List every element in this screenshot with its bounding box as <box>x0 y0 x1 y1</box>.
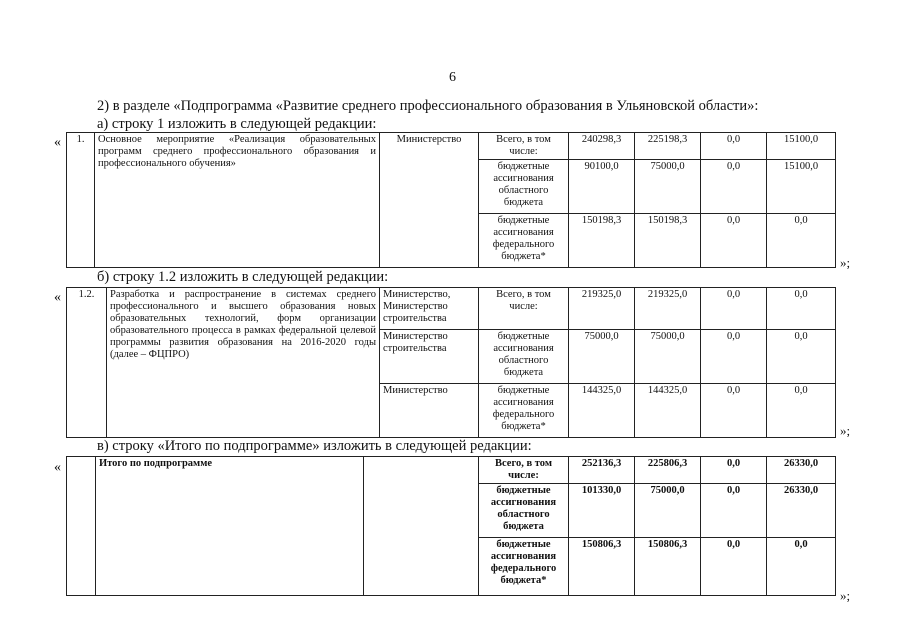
row-number: 1. <box>67 133 95 268</box>
total-value: 75000,0 <box>569 330 635 384</box>
year-value: 0,0 <box>701 384 767 438</box>
table-row-total <box>66 456 836 596</box>
year-value: 0,0 <box>767 288 836 330</box>
section-a-intro: а) строку 1 изложить в следующей редакции: <box>97 116 377 132</box>
year-value: 26330,0 <box>767 457 836 484</box>
page-number: 6 <box>449 70 456 85</box>
year-value: 75000,0 <box>635 160 701 214</box>
table-row-1 <box>66 132 836 268</box>
section-c-intro: в) строку «Итого по подпрограмме» изложить в следующей редакции: <box>97 438 532 454</box>
year-value: 150806,3 <box>635 538 701 596</box>
year-value: 0,0 <box>767 384 836 438</box>
total-value: 101330,0 <box>569 484 635 538</box>
total-value: 90100,0 <box>569 160 635 214</box>
table-row-1-2 <box>66 287 836 438</box>
executor: Министерство, Министерство строительства <box>380 288 479 330</box>
year-value: 75000,0 <box>635 330 701 384</box>
open-quote-c: « <box>54 460 61 475</box>
measure-name: Основное мероприятие «Реализация образовательных программ среднего профессионального образования и профессионального обучения» <box>95 133 380 268</box>
funding-source: бюджетные ассигнования федерального бюджета* <box>479 384 569 438</box>
year-value: 15100,0 <box>767 133 836 160</box>
measure-name: Разработка и распространение в системах среднего профессионального и высшего образования новых образовательных технологий, форм организации образовательного процесса в рамках федеральной целевой программы развития образования на 2016-2020 годы (далее – ФЦПРО) <box>107 288 380 438</box>
year-value: 26330,0 <box>767 484 836 538</box>
year-value: 75000,0 <box>635 484 701 538</box>
funding-source: бюджетные ассигнования областного бюджета <box>479 160 569 214</box>
year-value: 150198,3 <box>635 214 701 268</box>
year-value: 0,0 <box>701 288 767 330</box>
total-value: 219325,0 <box>569 288 635 330</box>
funding-source: Всего, в том числе: <box>479 457 569 484</box>
row-number: 1.2. <box>67 288 107 438</box>
year-value: 0,0 <box>701 457 767 484</box>
funding-source: Всего, в том числе: <box>479 288 569 330</box>
measure-name: Итого по подпрограмме <box>96 457 364 596</box>
funding-source: бюджетные ассигнования областного бюджета <box>479 330 569 384</box>
amendment-heading: 2) в разделе «Подпрограмма «Развитие среднего профессионального образования в Ульяновской области»: <box>97 98 759 114</box>
funding-source: бюджетные ассигнования федерального бюджета* <box>479 214 569 268</box>
year-value: 0,0 <box>701 214 767 268</box>
year-value: 0,0 <box>701 538 767 596</box>
open-quote-a: « <box>54 135 61 150</box>
year-value: 225806,3 <box>635 457 701 484</box>
year-value: 0,0 <box>701 133 767 160</box>
executor: Министерство <box>380 384 479 438</box>
year-value: 0,0 <box>767 538 836 596</box>
executor: Министерство <box>380 133 479 268</box>
total-value: 150198,3 <box>569 214 635 268</box>
year-value: 144325,0 <box>635 384 701 438</box>
total-value: 240298,3 <box>569 133 635 160</box>
year-value: 0,0 <box>767 330 836 384</box>
total-value: 150806,3 <box>569 538 635 596</box>
funding-source: бюджетные ассигнования федерального бюджета* <box>479 538 569 596</box>
funding-source: Всего, в том числе: <box>479 133 569 160</box>
year-value: 0,0 <box>701 484 767 538</box>
close-quote-a: »; <box>840 255 851 270</box>
section-b-intro: б) строку 1.2 изложить в следующей редакции: <box>97 269 389 285</box>
year-value: 0,0 <box>701 330 767 384</box>
total-value: 252136,3 <box>569 457 635 484</box>
year-value: 219325,0 <box>635 288 701 330</box>
year-value: 15100,0 <box>767 160 836 214</box>
close-quote-c: »; <box>840 588 851 603</box>
year-value: 0,0 <box>701 160 767 214</box>
year-value: 0,0 <box>767 214 836 268</box>
total-value: 144325,0 <box>569 384 635 438</box>
executor: Министерство строительства <box>380 330 479 384</box>
row-number-empty <box>67 457 96 596</box>
year-value: 225198,3 <box>635 133 701 160</box>
funding-source: бюджетные ассигнования областного бюджета <box>479 484 569 538</box>
open-quote-b: « <box>54 290 61 305</box>
close-quote-b: »; <box>840 423 851 438</box>
executor-empty <box>364 457 479 596</box>
